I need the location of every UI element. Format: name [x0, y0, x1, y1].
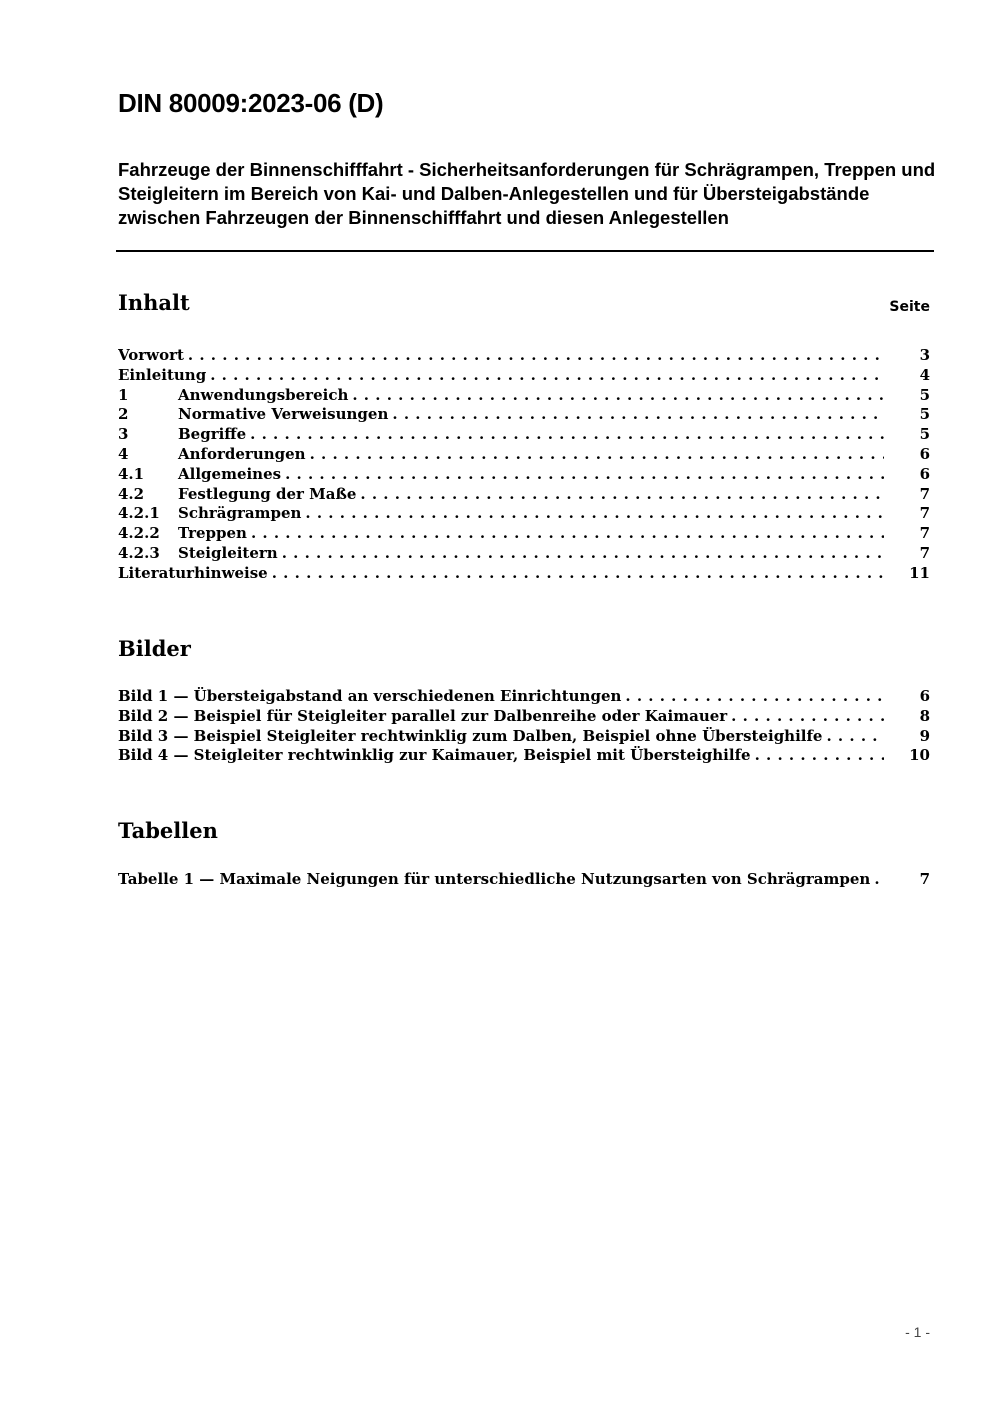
toc-entry-text: Treppen [178, 524, 247, 543]
figure-entry[interactable] [118, 707, 930, 727]
toc-entry[interactable] [118, 366, 930, 386]
toc-entry[interactable] [118, 544, 930, 564]
leader-dots [826, 727, 884, 747]
toc-entry-page: 6 [919, 464, 930, 483]
leader-dots [352, 386, 884, 406]
leader-dots [250, 425, 884, 445]
document-title: Fahrzeuge der Binnenschifffahrt - Sicherheitsanforderungen für Schrägrampen, Treppen und Steigleitern im Bereich von Kai- und Dalben-Anlegestellen und für Übersteigabstände zwischen Fahrzeugen der Binnenschifffahrt und diesen Anlegestellen [118, 159, 936, 228]
toc-entry-number: 4.2 [118, 484, 145, 503]
leader-dots [625, 687, 884, 707]
toc-entry[interactable] [118, 524, 930, 544]
toc-entry-text: Anforderungen [178, 444, 306, 463]
figure-entry-page: 10 [909, 746, 930, 765]
toc-entry-page: 7 [919, 524, 930, 543]
leader-dots [188, 346, 884, 366]
leader-dots [282, 544, 884, 564]
toc-entry-page: 3 [919, 346, 930, 364]
toc-entry-number: 3 [118, 425, 129, 444]
toc-entry-text: Festlegung der Maße [178, 484, 357, 503]
figure-entry[interactable] [118, 727, 930, 747]
figure-entry-text: Bild 3 — Beispiel Steigleiter rechtwinklig zum Dalben, Beispiel ohne Übersteighilfe [118, 726, 823, 745]
leader-dots [210, 366, 884, 386]
figures-heading: Bilder [118, 636, 191, 661]
toc-entry[interactable] [118, 425, 930, 445]
toc-entry[interactable] [118, 564, 930, 584]
contents-list [118, 346, 930, 584]
contents-heading: Inhalt [118, 290, 190, 315]
toc-entry-number: 4.2.2 [118, 524, 160, 543]
toc-entry-number: 4.2.3 [118, 543, 160, 562]
toc-entry-page: 5 [919, 385, 930, 404]
figure-entry[interactable] [118, 746, 930, 766]
leader-dots [251, 524, 884, 544]
figure-entry-page: 8 [919, 706, 930, 725]
toc-entry-text: Anwendungsbereich [178, 385, 349, 404]
toc-entry[interactable] [118, 405, 930, 425]
toc-entry-text: Vorwort [118, 346, 184, 364]
leader-dots [305, 504, 884, 524]
figure-entry-page: 6 [919, 687, 930, 705]
figure-entry-text: Bild 2 — Beispiel für Steigleiter parallel zur Dalbenreihe oder Kaimauer [118, 706, 728, 725]
figure-entry-text: Bild 4 — Steigleiter rechtwinklig zur Kaimauer, Beispiel mit Übersteighilfe [118, 746, 751, 765]
toc-entry-number: 4 [118, 444, 129, 463]
toc-entry-page: 7 [919, 543, 930, 562]
toc-entry-text: Allgemeines [178, 464, 282, 483]
toc-entry-page: 7 [919, 484, 930, 503]
document-id: DIN 80009:2023-06 (D) [118, 88, 384, 118]
toc-entry-text: Begriffe [178, 425, 247, 444]
toc-entry[interactable] [118, 485, 930, 505]
tables-heading: Tabellen [118, 818, 218, 843]
figure-entry-text: Bild 1 — Übersteigabstand an verschiedenen Einrichtungen [118, 687, 622, 705]
toc-entry-number: 4.1 [118, 464, 145, 483]
leader-dots [360, 485, 884, 505]
toc-entry-number: 4.2.1 [118, 504, 160, 523]
toc-entry-text: Normative Verweisungen [178, 405, 389, 424]
table-entry-page: 7 [919, 870, 930, 888]
page-number: - 1 - [905, 1324, 930, 1340]
tables-list [118, 870, 930, 890]
leader-dots [755, 746, 884, 766]
toc-entry-page: 5 [919, 425, 930, 444]
leader-dots [392, 405, 884, 425]
toc-entry[interactable] [118, 465, 930, 485]
toc-entry[interactable] [118, 504, 930, 524]
toc-entry-page: 11 [909, 563, 930, 582]
table-entry-text: Tabelle 1 — Maximale Neigungen für unterschiedliche Nutzungsarten von Schrägrampen [118, 870, 871, 888]
toc-entry-text: Schrägrampen [178, 504, 302, 523]
toc-entry[interactable] [118, 346, 930, 366]
toc-entry-page: 6 [919, 444, 930, 463]
title-underline [116, 250, 934, 252]
figure-entry-page: 9 [919, 726, 930, 745]
leader-dots [310, 445, 884, 465]
toc-entry[interactable] [118, 445, 930, 465]
toc-entry-text: Einleitung [118, 365, 207, 384]
leader-dots [731, 707, 884, 727]
figure-entry[interactable] [118, 687, 930, 707]
figures-list [118, 687, 930, 766]
leader-dots [874, 870, 884, 890]
toc-entry-page: 5 [919, 405, 930, 424]
leader-dots [272, 564, 884, 584]
toc-entry-number: 1 [118, 385, 129, 404]
page-column-label: Seite [889, 299, 930, 315]
toc-entry-text: Literaturhinweise [118, 563, 268, 582]
toc-entry-text: Steigleitern [178, 543, 278, 562]
toc-entry-page: 4 [919, 365, 930, 384]
toc-entry[interactable] [118, 386, 930, 406]
table-entry[interactable] [118, 870, 930, 890]
toc-entry-number: 2 [118, 405, 129, 424]
toc-entry-page: 7 [919, 504, 930, 523]
leader-dots [285, 465, 884, 485]
